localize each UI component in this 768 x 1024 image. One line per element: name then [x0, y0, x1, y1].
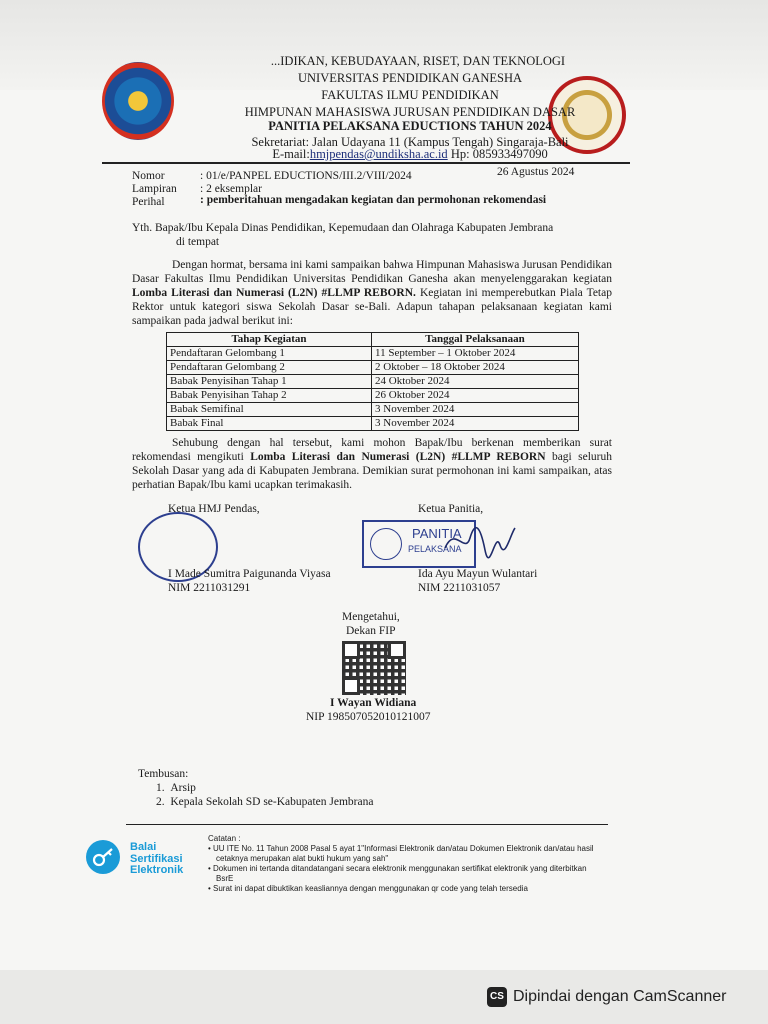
letterhead-line-committee: PANITIA PELAKSANA EDUCTIONS TAHUN 2024 [268, 119, 552, 133]
event-name-2: Lomba Literasi dan Numerasi (L2N) #LLMP REBORN [250, 451, 546, 463]
lampiran-label: Lampiran [132, 183, 177, 195]
request-paragraph [132, 436, 612, 492]
table-row [167, 417, 579, 431]
letter-date: 26 Agustus 2024 [497, 166, 575, 178]
table-row [167, 361, 579, 375]
dean-nip: NIP 198507052010121007 [306, 711, 431, 723]
tembusan-item-text: Kepala Sekolah SD se-Kabupaten Jembrana [170, 796, 374, 808]
email-link[interactable]: hmjpendas@undiksha.ac.id [309, 147, 448, 161]
note-signature-cont: BsrE [216, 874, 234, 883]
left-signer-name: I Made Sumitra Paigunanda Viyasa [168, 568, 331, 580]
stage-cell: Babak Semifinal [167, 403, 372, 417]
stage-cell: Pendaftaran Gelombang 1 [167, 347, 372, 361]
verification-qr-code[interactable] [342, 641, 406, 695]
recipient-place: di tempat [176, 236, 220, 248]
date-cell: 3 November 2024 [372, 403, 579, 417]
date-cell: 26 Oktober 2024 [372, 389, 579, 403]
letterhead-line-hmj: HIMPUNAN MAHASISWA JURUSAN PENDIDIKAN DASAR [244, 105, 576, 119]
bsre-text-2: Sertifikasi [130, 852, 183, 865]
table-header-date: Tanggal Pelaksanaan [372, 333, 579, 347]
date-cell: 24 Oktober 2024 [372, 375, 579, 389]
date-cell: 3 November 2024 [372, 417, 579, 431]
left-signer-title: Ketua HMJ Pendas, [168, 503, 260, 515]
stage-cell: Babak Final [167, 417, 372, 431]
note-signature: • Dokumen ini tertanda ditandatangani secara elektronik menggunakan sertifikat elektronik yang diterbitkan [208, 864, 587, 873]
letterhead-divider [102, 162, 630, 164]
qr-finder [342, 677, 360, 695]
right-signature-scribble [440, 520, 520, 560]
bsre-logo-text [130, 842, 183, 877]
table-header-stage: Tahap Kegiatan [167, 333, 372, 347]
camscanner-logo-icon: CS [487, 987, 507, 1007]
undiksha-logo [102, 62, 174, 140]
left-signer-nim: NIM 2211031291 [168, 582, 251, 594]
email-label: E-mail: [272, 147, 310, 161]
stage-cell: Babak Penyisihan Tahap 1 [167, 375, 372, 389]
dean-title: Dekan FIP [346, 625, 396, 637]
dean-name: I Wayan Widiana [330, 697, 417, 709]
bsre-key-icon [86, 840, 120, 874]
letterhead-line-ministry: ...IDIKAN, KEBUDAYAAN, RISET, DAN TEKNOLOGI [270, 54, 566, 68]
right-signer-title: Ketua Panitia, [418, 503, 484, 515]
perihal-value: : pemberitahuan mengadakan kegiatan dan permohonan rekomendasi [200, 194, 547, 206]
stage-cell: Babak Penyisihan Tahap 2 [167, 389, 372, 403]
tembusan-item-2: 2. Kepala Sekolah SD se-Kabupaten Jembrana [156, 796, 374, 808]
request-text-cont: bagi seluruh Sekolah Dasar yang ada di Kabupaten Jembrana. Demikian surat permohonan ini kami sampaikan, atas perhatian Bapak/Ibu kami ucapkan terimakasih. [132, 451, 613, 491]
bsre-text-1: Balai [130, 841, 157, 853]
table-row [167, 375, 579, 389]
bsre-text-3: Elektronik [130, 864, 184, 876]
tembusan-item-text: Arsip [170, 782, 196, 794]
mengetahui-label: Mengetahui, [342, 611, 400, 623]
bsre-logo-icon [86, 840, 120, 874]
footer-divider [126, 824, 608, 825]
opening-text-cont: Kegiatan ini memperebutkan Piala Tetap Rektor untuk kategori siswa Sekolah Dasar se-Bali. Adapun tahapan pelaksanaan kegiatan kami sampaikan pada jadwal berikut ini: [132, 287, 612, 327]
table-row [167, 403, 579, 417]
recipient-line: Yth. Bapak/Ibu Kepala Dinas Pendidikan, Kepemudaan dan Olahraga Kabupaten Jembrana [132, 222, 554, 234]
table-row [167, 347, 579, 361]
table-header-row [167, 333, 579, 347]
lampiran-value: : 2 eksemplar [200, 183, 262, 195]
date-cell: 2 Oktober – 18 Oktober 2024 [372, 361, 579, 375]
letterhead-contact [200, 146, 620, 163]
nomor-label: Nomor [132, 170, 165, 182]
stage-cell: Pendaftaran Gelombang 2 [167, 361, 372, 375]
date-cell: 11 September – 1 Oktober 2024 [372, 347, 579, 361]
qr-finder [388, 641, 406, 659]
schedule-table [166, 332, 579, 431]
opening-paragraph [132, 258, 612, 328]
camscanner-watermark [487, 987, 726, 1007]
note-qr: • Surat ini dapat dibuktikan keasliannya dengan menggunakan qr code yang telah tersedia [208, 884, 528, 893]
opening-text: Dengan hormat, bersama ini kami sampaikan bahwa Himpunan Mahasiswa Jurusan Pendidikan Dasar Fakultas Ilmu Pendidikan Universitas Pendidikan Ganesha akan menyelenggarakan kegiatan [132, 259, 612, 285]
footer-notes [208, 834, 594, 894]
phone-text: Hp: 085933497090 [447, 147, 548, 161]
stamp-line-2: PELAKSANA [408, 544, 462, 554]
qr-finder [342, 641, 360, 659]
note-uu-ite-cont: cetaknya merupakan alat bukti hukum yang sah" [216, 854, 389, 863]
letterhead-line-faculty: FAKULTAS ILMU PENDIDIKAN [321, 88, 499, 102]
request-text: Sehubung dengan hal tersebut, kami mohon Bapak/Ibu berkenan memberikan surat rekomendasi mengikuti [132, 437, 612, 463]
letterhead-line-secretariat: Sekretariat: Jalan Udayana 11 (Kampus Tengah) Singaraja-Bali [251, 135, 569, 149]
letterhead-line-university: UNIVERSITAS PENDIDIKAN GANESHA [298, 71, 522, 85]
tembusan-item-1: 1. Arsip [156, 782, 196, 794]
right-signer-name: Ida Ayu Mayun Wulantari [418, 568, 538, 580]
stamp-emblem-icon [370, 528, 402, 560]
perihal-label: Perihal [132, 196, 165, 208]
tembusan-label: Tembusan: [138, 768, 189, 780]
right-signer-nim: NIM 2211031057 [418, 582, 501, 594]
stamp-line-1: PANITIA [412, 526, 462, 541]
table-row [167, 389, 579, 403]
nomor-value: : 01/e/PANPEL EDUCTIONS/III.2/VIII/2024 [200, 170, 412, 182]
camscanner-text: Dipindai dengan CamScanner [513, 988, 727, 1006]
event-name: Lomba Literasi dan Numerasi (L2N) #LLMP REBORN. [132, 287, 416, 299]
note-uu-ite: • UU ITE No. 11 Tahun 2008 Pasal 5 ayat 1"Informasi Elektronik dan/atau Dokumen Elektronik dan/atau hasil [208, 844, 594, 853]
notes-label: Catatan : [208, 834, 241, 843]
